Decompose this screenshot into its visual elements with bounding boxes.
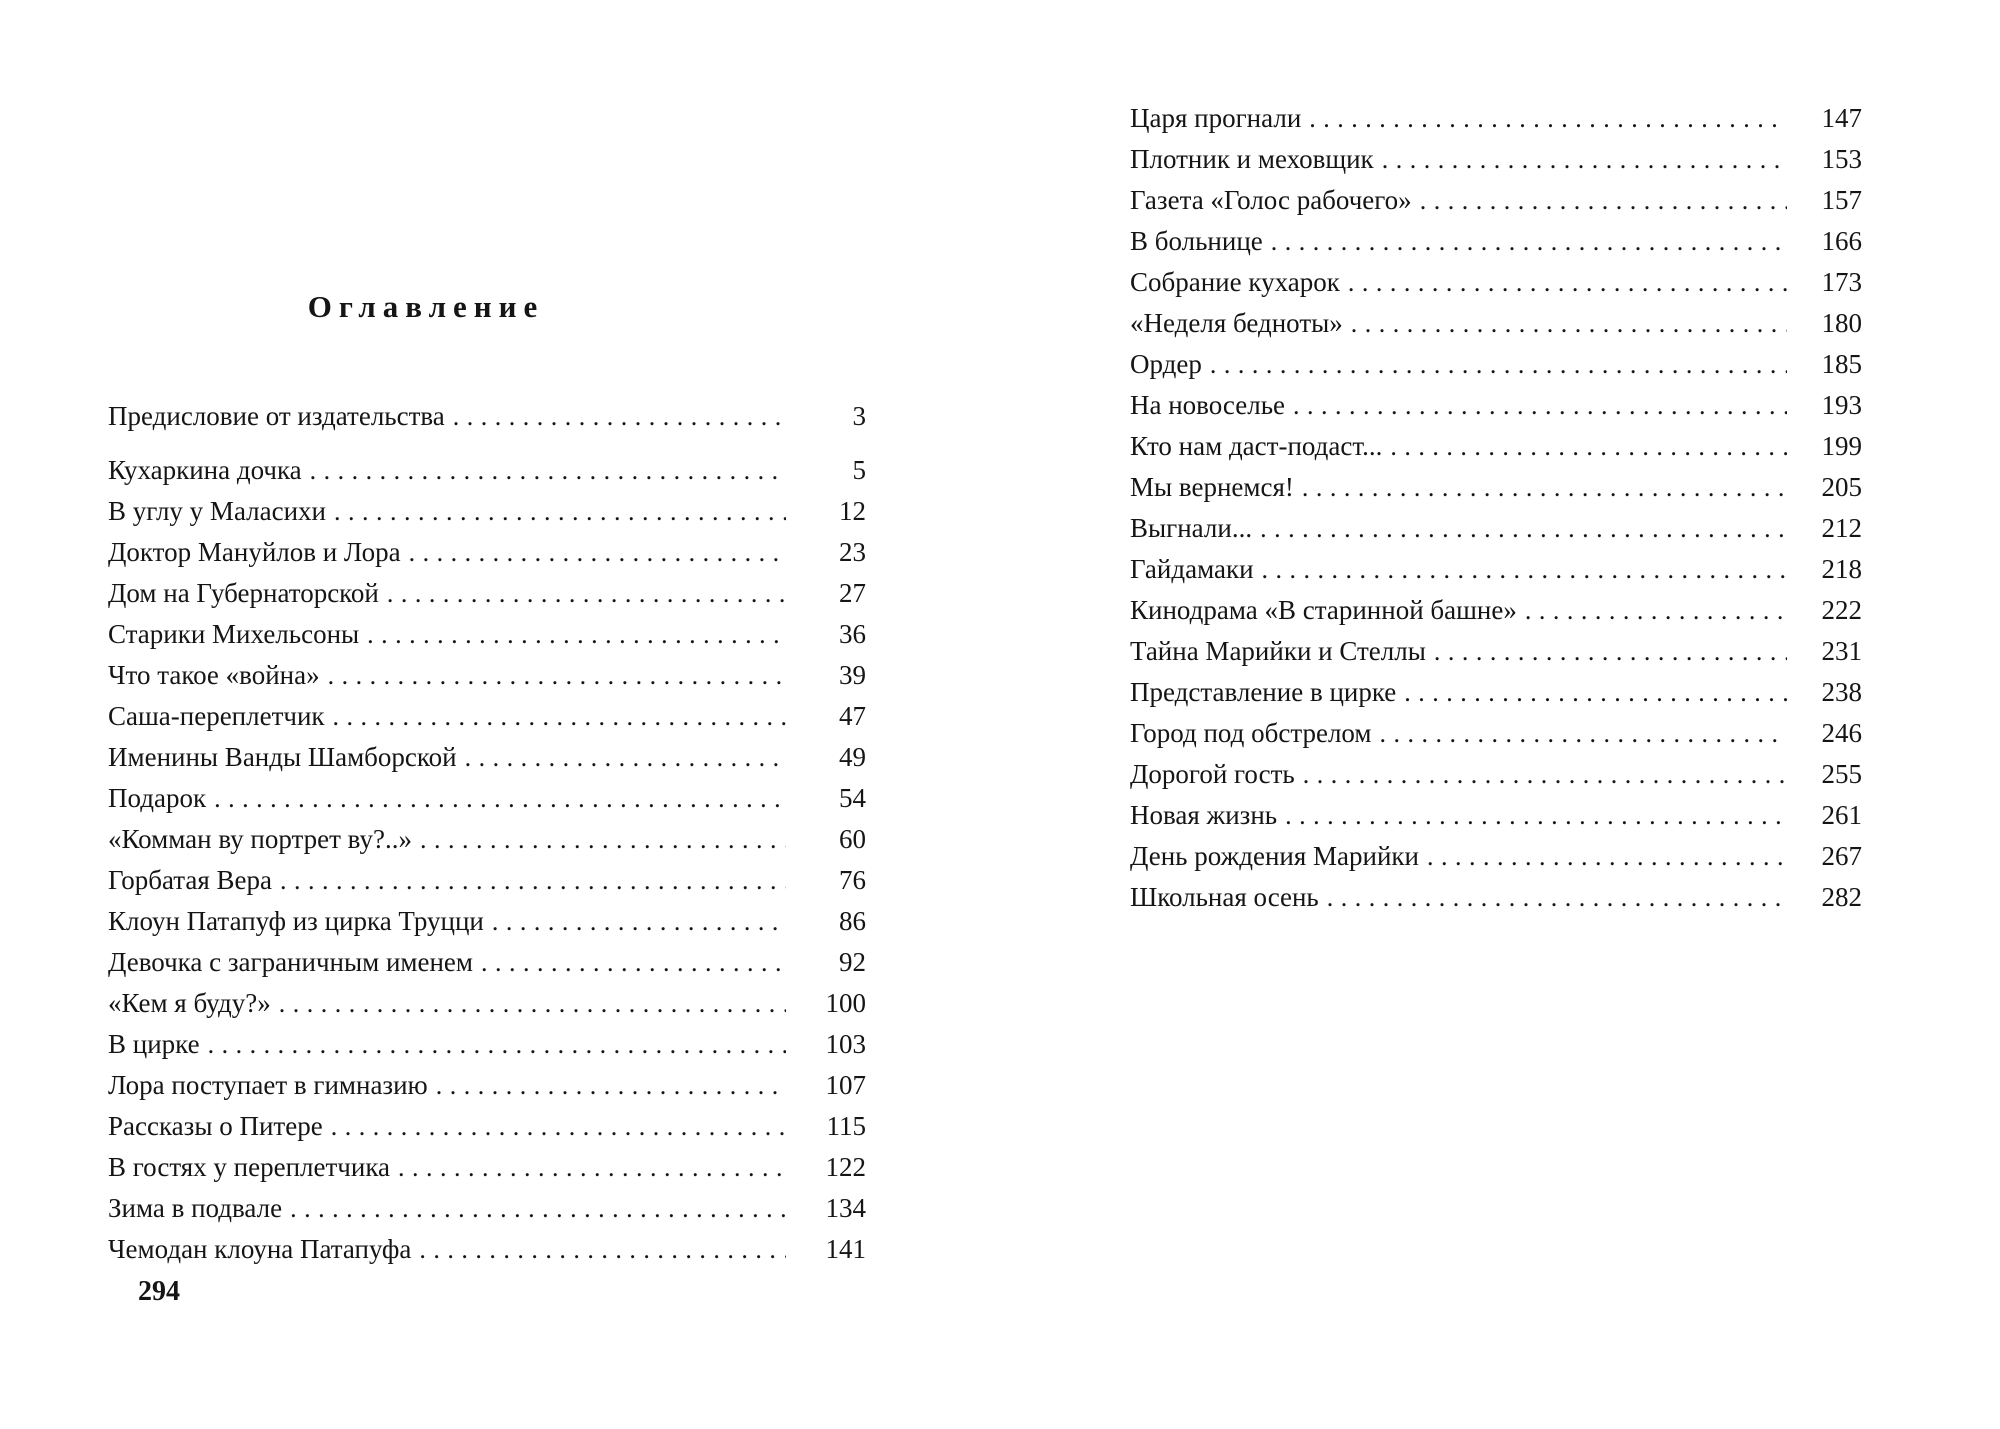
toc-entry [108,983,866,1024]
chapter-page-number: 157 [1821,185,1862,215]
chapter-page-number: 231 [1821,636,1862,666]
dot-leader [1382,140,1787,180]
toc-entry [108,696,866,737]
dot-leader [436,1066,786,1106]
chapter-page-number: 12 [839,496,866,526]
chapter-title: Что такое «война» [108,660,320,690]
chapter-title: В гостях у переплетчика [108,1152,391,1182]
toc-entry [1130,344,1862,385]
toc-entry [1130,631,1862,672]
chapter-page-number: 255 [1821,759,1862,789]
dot-leader [1327,878,1787,918]
toc-entry [1130,139,1862,180]
toc-entry [1130,713,1862,754]
toc-entry [1130,303,1862,344]
dot-leader [1302,468,1787,508]
chapter-title: Зима в подвале [108,1193,283,1223]
chapter-page-number: 47 [839,701,866,731]
dot-leader [1293,386,1787,426]
chapter-page-number: 36 [839,619,866,649]
toc-entry [108,532,866,573]
chapter-title: В углу у Маласихи [108,496,327,526]
dot-leader [367,615,786,655]
chapter-page-number: 147 [1821,103,1862,133]
toc-entry [108,1106,866,1147]
chapter-title: Тайна Марийки и Стеллы [1130,636,1426,666]
toc-entry [1130,508,1862,549]
chapter-page-number: 76 [839,865,866,895]
chapter-page-number: 100 [825,988,866,1018]
dot-leader [1525,591,1787,631]
toc-entry [1130,262,1862,303]
toc-entry [1130,549,1862,590]
chapter-page-number: 153 [1821,144,1862,174]
dot-leader [1379,714,1787,754]
dot-leader [1271,222,1787,262]
chapter-page-number: 212 [1821,513,1862,543]
chapter-page-number: 49 [839,742,866,772]
chapter-page-number: 267 [1821,841,1862,871]
chapter-title: Доктор Мануйлов и Лора [108,537,401,567]
chapter-page-number: 173 [1821,267,1862,297]
dot-leader [1351,304,1787,344]
chapter-title: День рождения Марийки [1130,841,1419,871]
chapter-title: «Комман ву портрет ву?..» [108,824,412,854]
chapter-title: Ордер [1130,349,1202,379]
chapter-title: В больнице [1130,226,1263,256]
toc-entry [108,396,866,437]
chapter-title: Гайдамаки [1130,554,1254,584]
dot-leader [214,779,786,819]
chapter-title: Дорогой гость [1130,759,1295,789]
dot-leader [1210,345,1787,385]
toc-entry [108,573,866,614]
dot-leader [465,738,786,778]
dot-leader [310,451,786,491]
dot-leader [492,902,786,942]
toc-entry [1130,426,1862,467]
dot-leader [1348,263,1787,303]
dot-leader [453,397,786,437]
chapter-title: Газета «Голос рабочего» [1130,185,1412,215]
chapter-page-number: 92 [839,947,866,977]
chapter-page-number: 246 [1821,718,1862,748]
chapter-page-number: 23 [839,537,866,567]
dot-leader [419,1230,786,1270]
page-number-footer: 294 [138,1276,180,1307]
chapter-title: Чемодан клоуна Патапуфа [108,1234,412,1264]
chapter-title: «Неделя бедноты» [1130,308,1343,338]
dot-leader [1303,755,1787,795]
chapter-page-number: 5 [852,455,866,485]
chapter-title: Город под обстрелом [1130,718,1372,748]
chapter-title: Выгнали... [1130,513,1253,543]
chapter-page-number: 39 [839,660,866,690]
chapter-title: Кто нам даст-подаст... [1130,431,1383,461]
dot-leader [1262,550,1787,590]
dot-leader [333,697,786,737]
chapter-title: Горбатая Вера [108,865,273,895]
dot-leader [1420,181,1787,221]
chapter-title: Кинодрама «В старинной башне» [1130,595,1517,625]
toc-entry [108,655,866,696]
chapter-page-number: 27 [839,578,866,608]
toc-right-page-list [1130,98,1862,918]
chapter-title: На новоселье [1130,390,1285,420]
dot-leader [1309,99,1787,139]
toc-entry [1130,836,1862,877]
toc-entry [1130,98,1862,139]
chapter-title: Дом на Губернаторской [108,578,379,608]
chapter-title: Новая жизнь [1130,800,1278,830]
dot-leader [290,1189,786,1229]
toc-entry [1130,385,1862,426]
dot-leader [1260,509,1787,549]
chapter-page-number: 205 [1821,472,1862,502]
toc-entry [108,491,866,532]
toc-entry [108,1188,866,1229]
toc-entry [1130,754,1862,795]
toc-entry [108,1229,866,1270]
chapter-title: Мы вернемся! [1130,472,1294,502]
dot-leader [1390,427,1787,467]
toc-entry [1130,795,1862,836]
chapter-title: Рассказы о Питере [108,1111,323,1141]
dot-leader [328,656,786,696]
chapter-page-number: 115 [826,1111,866,1141]
chapter-title: Представление в цирке [1130,677,1397,707]
toc-entry [1130,180,1862,221]
chapter-title: Царя прогнали [1130,103,1302,133]
chapter-title: Лора поступает в гимназию [108,1070,428,1100]
chapter-page-number: 103 [825,1029,866,1059]
toc-entry [108,1065,866,1106]
chapter-page-number: 193 [1821,390,1862,420]
chapter-title: Школьная осень [1130,882,1319,912]
chapter-title: Собрание кухарок [1130,267,1340,297]
toc-entry [108,819,866,860]
toc-entry [1130,221,1862,262]
dot-leader [1427,837,1787,877]
chapter-title: Кухаркина дочка [108,455,302,485]
toc-entry [1130,467,1862,508]
chapter-page-number: 60 [839,824,866,854]
chapter-title: Именины Ванды Шамборской [108,742,457,772]
chapter-title: Плотник и меховщик [1130,144,1374,174]
dot-leader [279,984,786,1024]
toc-entry [108,1024,866,1065]
chapter-title: Подарок [108,783,207,813]
chapter-page-number: 282 [1821,882,1862,912]
dot-leader [280,861,786,901]
chapter-title: В цирке [108,1029,200,1059]
toc-entry [108,942,866,983]
chapter-page-number: 199 [1821,431,1862,461]
chapter-page-number: 185 [1821,349,1862,379]
toc-entry [108,860,866,901]
chapter-title: «Кем я буду?» [108,988,271,1018]
toc-entry [108,901,866,942]
dot-leader [331,1107,786,1147]
dot-leader [420,820,786,860]
dot-leader [1285,796,1787,836]
dot-leader [1434,632,1787,672]
toc-entry [108,1147,866,1188]
chapter-page-number: 141 [825,1234,866,1264]
chapter-title: Клоун Патапуф из цирка Труцци [108,906,484,936]
chapter-title: Предисловие от издательства [108,401,445,431]
toc-entry [108,778,866,819]
chapter-title: Саша-переплетчик [108,701,325,731]
chapter-title: Девочка с заграничным именем [108,947,474,977]
chapter-page-number: 238 [1821,677,1862,707]
toc-entry [108,614,866,655]
chapter-page-number: 107 [825,1070,866,1100]
chapter-page-number: 180 [1821,308,1862,338]
chapter-page-number: 3 [852,401,866,431]
toc-entry [1130,672,1862,713]
chapter-page-number: 86 [839,906,866,936]
dot-leader [409,533,786,573]
chapter-title: Старики Михельсоны [108,619,360,649]
toc-title: Оглавление [307,289,545,324]
chapter-page-number: 54 [839,783,866,813]
chapter-page-number: 218 [1821,554,1862,584]
chapter-page-number: 122 [825,1152,866,1182]
dot-leader [481,943,786,983]
chapter-page-number: 166 [1821,226,1862,256]
dot-leader [398,1148,786,1188]
chapter-page-number: 261 [1821,800,1862,830]
chapter-page-number: 222 [1821,595,1862,625]
dot-leader [1404,673,1787,713]
toc-entry [1130,590,1862,631]
toc-entry [108,450,866,491]
toc-left-page-list [108,396,866,1270]
toc-entry [1130,877,1862,918]
chapter-page-number: 134 [825,1193,866,1223]
dot-leader [208,1025,786,1065]
dot-leader [334,492,786,532]
dot-leader [387,574,786,614]
toc-entry [108,737,866,778]
